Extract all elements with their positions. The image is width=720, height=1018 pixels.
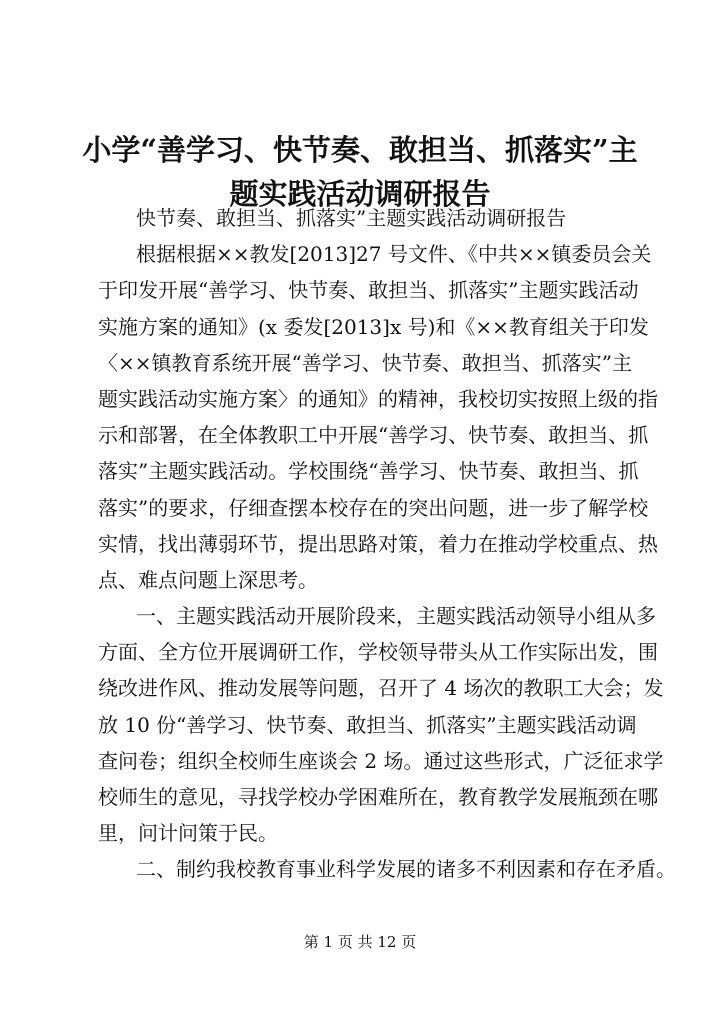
paragraph-1-line: 于印发开展“善学习、快节奏、敢担当、抓落实”主题实践活动 [98,278,639,303]
paragraph-2-line: 绕改进作风、推动发展等问题，召开了 4 场次的教职工大会；发 [98,676,664,701]
title-line-1: 小学“善学习、快节奏、敢担当、抓落实”主 [82,133,638,167]
paragraph-1-line: 落实”主题实践活动。学校围绕“善学习、快节奏、敢担当、抓 [98,459,639,484]
paragraph-2-line: 放 10 份“善学习、快节奏、敢担当、抓落实”主题实践活动调 [98,712,637,737]
paragraph-2-line: 校师生的意见，寻找学校办学困难所在，教育教学发展瓶颈在哪 [98,785,658,809]
paragraph-1-line: 点、难点问题上深思考。 [98,567,318,592]
paragraph-2-line: 方面、全方位开展调研工作，学校领导带头从工作实际出发，围 [98,640,658,665]
paragraph-2-line: 里，问计问策于民。 [98,821,278,846]
page-number-footer: 第 1 页 共 12 页 [303,933,417,951]
paragraph-1-line: 〈××镇教育系统开展“善学习、快节奏、敢担当、抓落实”主 [98,350,632,375]
document-body [98,200,676,888]
paragraph-2-line: 一、主题实践活动开展阶段来，主题实践活动领导小组从多 [136,604,656,629]
paragraph-1-line: 示和部署，在全体教职工中开展“善学习、快节奏、敢担当、抓 [98,423,649,448]
paragraph-1-line: 实施方案的通知》(x 委发[2013]x 号)和《××教育组关于印发 [98,314,649,339]
paragraph-1-line: 实情，找出薄弱环节，提出思路对策，着力在推动学校重点、热 [98,531,658,556]
paragraph-2-line: 查问卷；组织全校师生座谈会 2 场。通过这些形式，广泛征求学 [98,748,664,773]
title-line-2: 题实践活动调研报告 [229,177,491,211]
paragraph-1-line: 落实”的要求，仔细查摆本校存在的突出问题，进一步了解学校 [98,495,649,520]
paragraph-1-line: 题实践活动实施方案〉的通知》的精神，我校切实按照上级的指 [98,386,658,411]
paragraph-1-line: 根据根据××教发[2013]27 号文件、《中共××镇委员会关 [136,242,652,267]
section-heading-2: 二、制约我校教育事业科学发展的诸多不利因素和存在矛盾。 [136,857,676,882]
subtitle-paragraph: 快节奏、敢担当、抓落实”主题实践活动调研报告 [136,206,567,230]
